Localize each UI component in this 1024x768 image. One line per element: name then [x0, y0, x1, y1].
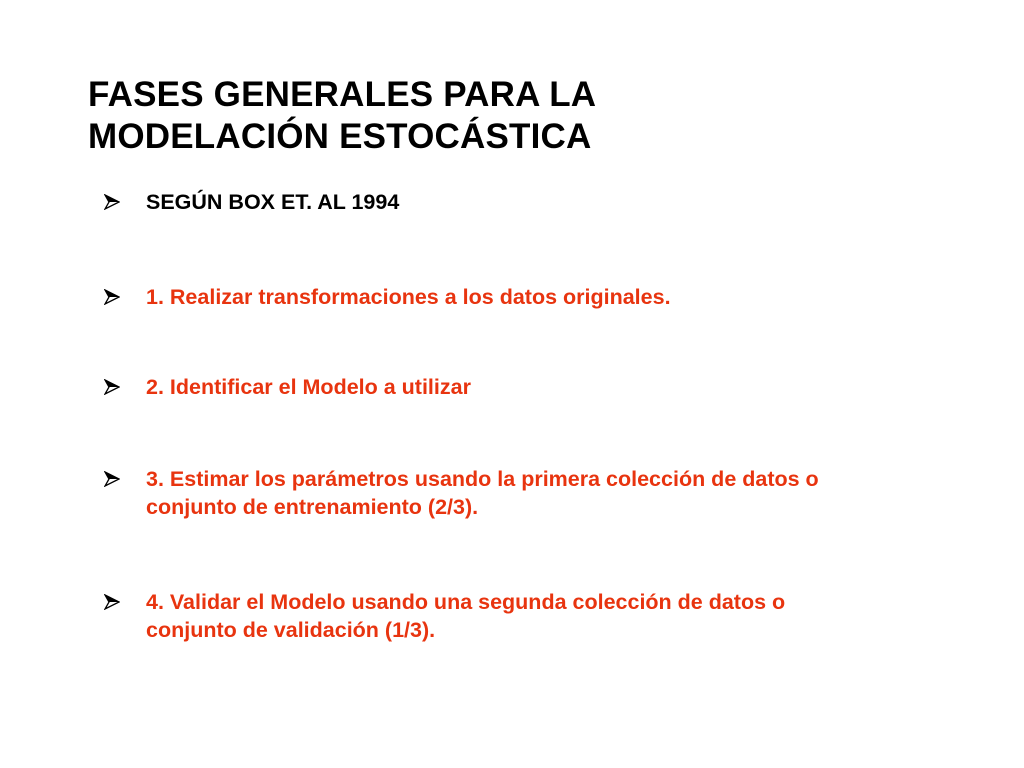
- bullet-text-line-2: conjunto de validación (1/3).: [146, 618, 436, 642]
- bullet-text-line-1: 4. Validar el Modelo usando una segunda colección de datos o: [146, 590, 786, 614]
- slide-title-line-2: MODELACIÓN ESTOCÁSTICA: [88, 117, 592, 156]
- slide-title-line-1: FASES GENERALES PARA LA: [88, 75, 597, 114]
- bullet-item-step-4: [104, 588, 984, 644]
- bullet-text: [146, 465, 819, 521]
- arrowhead-bullet-icon: [104, 471, 120, 487]
- bullet-item-source: [104, 188, 984, 216]
- bullet-item-step-3: [104, 465, 984, 521]
- bullet-text-line-1: 3. Estimar los parámetros usando la primera colección de datos o: [146, 467, 819, 491]
- bullet-text: [146, 588, 785, 644]
- bullet-text: 1. Realizar transformaciones a los datos originales.: [146, 285, 671, 309]
- arrowhead-bullet-icon: [104, 594, 120, 610]
- arrowhead-bullet-icon: [104, 194, 120, 210]
- bullet-item-step-1: [104, 283, 984, 311]
- arrowhead-bullet-icon: [104, 289, 120, 305]
- slide-title: [88, 74, 596, 158]
- bullet-text: SEGÚN BOX ET. AL 1994: [146, 190, 400, 214]
- bullet-text: 2. Identificar el Modelo a utilizar: [146, 375, 471, 399]
- bullet-text-line-2: conjunto de entrenamiento (2/3).: [146, 495, 479, 519]
- bullet-item-step-2: [104, 373, 984, 401]
- arrowhead-bullet-icon: [104, 379, 120, 395]
